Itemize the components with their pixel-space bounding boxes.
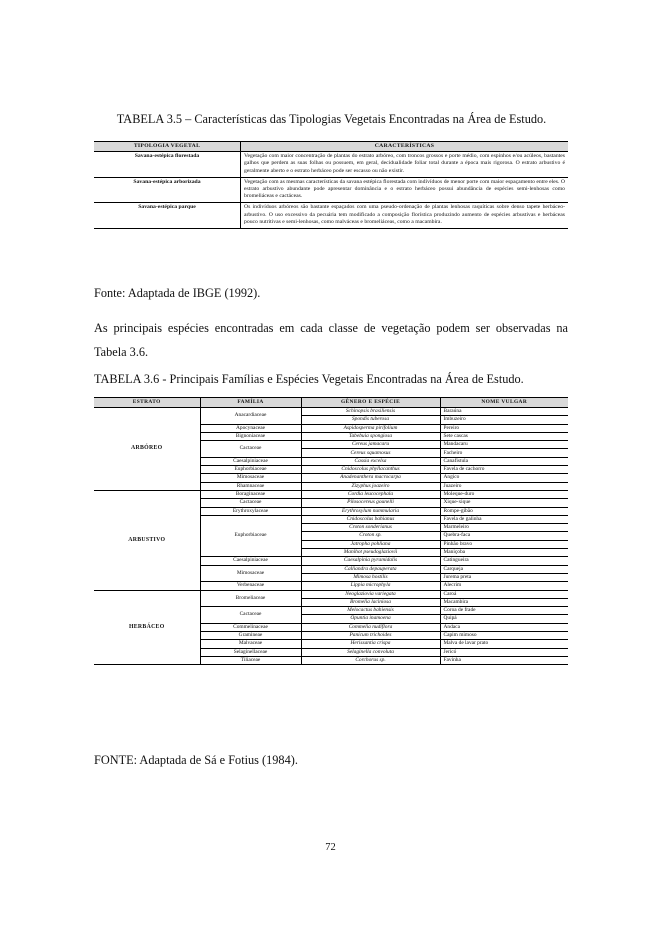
species-cell: Mimosa hostilis [301,573,440,581]
common-name-cell: Favela de galinha [440,515,568,523]
family-cell: Commelinaceae [200,623,301,631]
species-cell: Spondis tuberosa [301,416,440,424]
common-name-cell: Favinha [440,656,568,664]
common-name-cell: Andaca [440,623,568,631]
species-cell: Jatropha pohliana [301,540,440,548]
species-cell: Erythroxylum nummularia [301,507,440,515]
table36-header-nome: NOME VULGAR [440,398,568,408]
family-cell: Verbenaceae [200,582,301,590]
species-cell: Cordia leucocephala [301,490,440,498]
common-name-cell: Caroá [440,590,568,598]
species-cell: Cnidoscolus bahianus [301,515,440,523]
family-cell: Tiliaceae [200,656,301,664]
common-name-cell: Moleque-duro [440,490,568,498]
estrato-cell: ARBÓREO [94,408,200,491]
species-cell: Opuntia inamoena [301,615,440,623]
common-name-cell: Pereiro [440,424,568,432]
species-cell: Tabebuia spongiosa [301,432,440,440]
table36-caption: TABELA 3.6 - Principais Famílias e Espécies Vegetais Encontradas na Área de Estudo. [94,372,524,386]
species-cell: Caesalpinia pyramidalis [301,557,440,565]
family-cell: Caesalpiniaceae [200,557,301,565]
species-cell: Anadenanthera macrocarpa [301,474,440,482]
table36-header-row [94,398,568,408]
table35 [94,141,568,229]
family-cell: Anacardiaceae [200,408,301,425]
family-cell: Boraginaceae [200,490,301,498]
vegetation-type: Savana-estépica florestada [94,152,241,178]
table35-header-row [94,142,568,152]
family-cell: Cactaceae [200,499,301,507]
family-cell: Euphorbiaceae [200,515,301,556]
species-cell: Corchorus sp. [301,656,440,664]
common-name-cell: Imbuzeiro [440,416,568,424]
common-name-cell: Carqueja [440,565,568,573]
common-name-cell: Macambira [440,598,568,606]
species-cell: Lippia microphyla [301,582,440,590]
family-cell: Malvaceae [200,640,301,648]
vegetation-type: Savana-estépica parque [94,203,241,229]
table35-header-desc: CARACTERÍSTICAS [241,142,569,152]
common-name-cell: Catingueira [440,557,568,565]
table35-caption: TABELA 3.5 – Características das Tipologias Vegetais Encontradas na Área de Estudo. [116,112,547,126]
body-paragraph: As principais espécies encontradas em cada classe de vegetação podem ser observadas na Tabela 3.6. [94,321,568,359]
common-name-cell: Quipá [440,615,568,623]
species-cell: Melocactus bahiensis [301,607,440,615]
table35-source: Fonte: Adaptada de IBGE (1992). [94,286,261,300]
family-cell: Caesalpiniaceae [200,457,301,465]
table-row [94,152,568,178]
common-name-cell: Mandacaru [440,441,568,449]
common-name-cell: Jurema preta [440,573,568,581]
family-cell: Apocynaceae [200,424,301,432]
species-cell: Schinopsis brasiliensis [301,408,440,416]
family-cell: Rhamnaceae [200,482,301,490]
common-name-cell: Juazeiro [440,482,568,490]
species-cell: Cassia excelsa [301,457,440,465]
common-name-cell: Sete cascas [440,432,568,440]
common-name-cell: Favela de cachorro [440,466,568,474]
family-cell: Mimosaceae [200,565,301,582]
vegetation-description: Vegetação com maior concentração de plantas do estrato arbóreo, com troncos grossos e porte médio, com espinhos e/ou acúleos, bastantes galhos que perdem as suas folhas ou possuem, em geral, decidualidade foliar total durante a época mais rigorosa. O estrato arbustivo é geralmente aberto e o estrato herbáceo pode ser escasso ou não existir. [241,152,569,178]
species-cell: Cnidoscolus phyllacanthus [301,466,440,474]
family-cell: Cactaceae [200,441,301,458]
species-cell: Herissantia crispa [301,640,440,648]
species-cell: Cereus squamosus [301,449,440,457]
species-cell: Pilosocereus gounelli [301,499,440,507]
species-cell: Calliandra depauperata [301,565,440,573]
common-name-cell: Maniçoba [440,549,568,557]
table36-header-genero: GÊNERO E ESPÉCIE [301,398,440,408]
common-name-cell: Capim mimoso [440,632,568,640]
table36-source: FONTE: Adaptada de Sá e Fotius (1984). [94,753,298,767]
common-name-cell: Malva de lavar prato [440,640,568,648]
family-cell: Mimosaceae [200,474,301,482]
common-name-cell: Pinhão bravo [440,540,568,548]
table36-header-familia: FAMÍLIA [200,398,301,408]
species-cell: Bromelia laciniosa [301,598,440,606]
common-name-cell: Rompe-gibão [440,507,568,515]
table36-body [94,408,568,665]
species-cell: Zizyphus joazeiro [301,482,440,490]
common-name-cell: Quebra-faca [440,532,568,540]
common-name-cell: Facheiro [440,449,568,457]
table-row [94,590,568,598]
table36-header-estrato: ESTRATO [94,398,200,408]
species-cell: Croton sp. [301,532,440,540]
species-cell: Cereus jamacaru [301,441,440,449]
species-cell: Neoglaziovia variegata [301,590,440,598]
vegetation-description: Os indivíduos arbóreos são bastante espaçados com uma pseudo-ordenação de plantas lenhosas raquíticas sobre denso tapete herbáceo-arbustivo. O uso excessivo da pecuária tem modificado a composição florística produzindo aumento de espécies arbustivas e herbáceas pouco nutritivas e semi-lenhosas, como malváceas e bromeliáceas, como a macambira. [241,203,569,229]
table-row [94,490,568,498]
common-name-cell: Baraúna [440,408,568,416]
common-name-cell: Coroa de frade [440,607,568,615]
family-cell: Bromeliaceae [200,590,301,607]
table36 [94,397,568,665]
common-name-cell: Jericó [440,648,568,656]
species-cell: Aspidosperma pirifolium [301,424,440,432]
species-cell: Commelia nudiflora [301,623,440,631]
estrato-cell: HERBÁCEO [94,590,200,665]
family-cell: Gramineae [200,632,301,640]
common-name-cell: Xique-xique [440,499,568,507]
species-cell: Selaginella convoluta [301,648,440,656]
page-number: 72 [325,842,336,853]
table-row [94,408,568,416]
common-name-cell: Marmeleiro [440,524,568,532]
common-name-cell: Canafistula [440,457,568,465]
family-cell: Bignoniaceae [200,432,301,440]
common-name-cell: Alecrim [440,582,568,590]
species-cell: Panicum trichoides [301,632,440,640]
family-cell: Euphorbiaceae [200,466,301,474]
table-row [94,177,568,203]
species-cell: Manihot pseudoglaziovii [301,549,440,557]
vegetation-type: Savana-estépica arborizada [94,177,241,203]
vegetation-description: Vegetação com as mesmas características da savana estépica florestada com indivíduos de menor porte com maior espaçamento entre eles. O estrato arbustivo abundante pode apresentar dominância e o estrato herbáceo possui abundância de espécies semi-lenhosas como bromeliáceas e cactáceas. [241,177,569,203]
family-cell: Selaginellaceae [200,648,301,656]
species-cell: Croton sonderianus [301,524,440,532]
family-cell: Cactaceae [200,607,301,624]
common-name-cell: Angico [440,474,568,482]
table-row [94,203,568,229]
family-cell: Erythroxylaceae [200,507,301,515]
table35-header-type: TIPOLOGIA VEGETAL [94,142,241,152]
estrato-cell: ARBUSTIVO [94,490,200,590]
